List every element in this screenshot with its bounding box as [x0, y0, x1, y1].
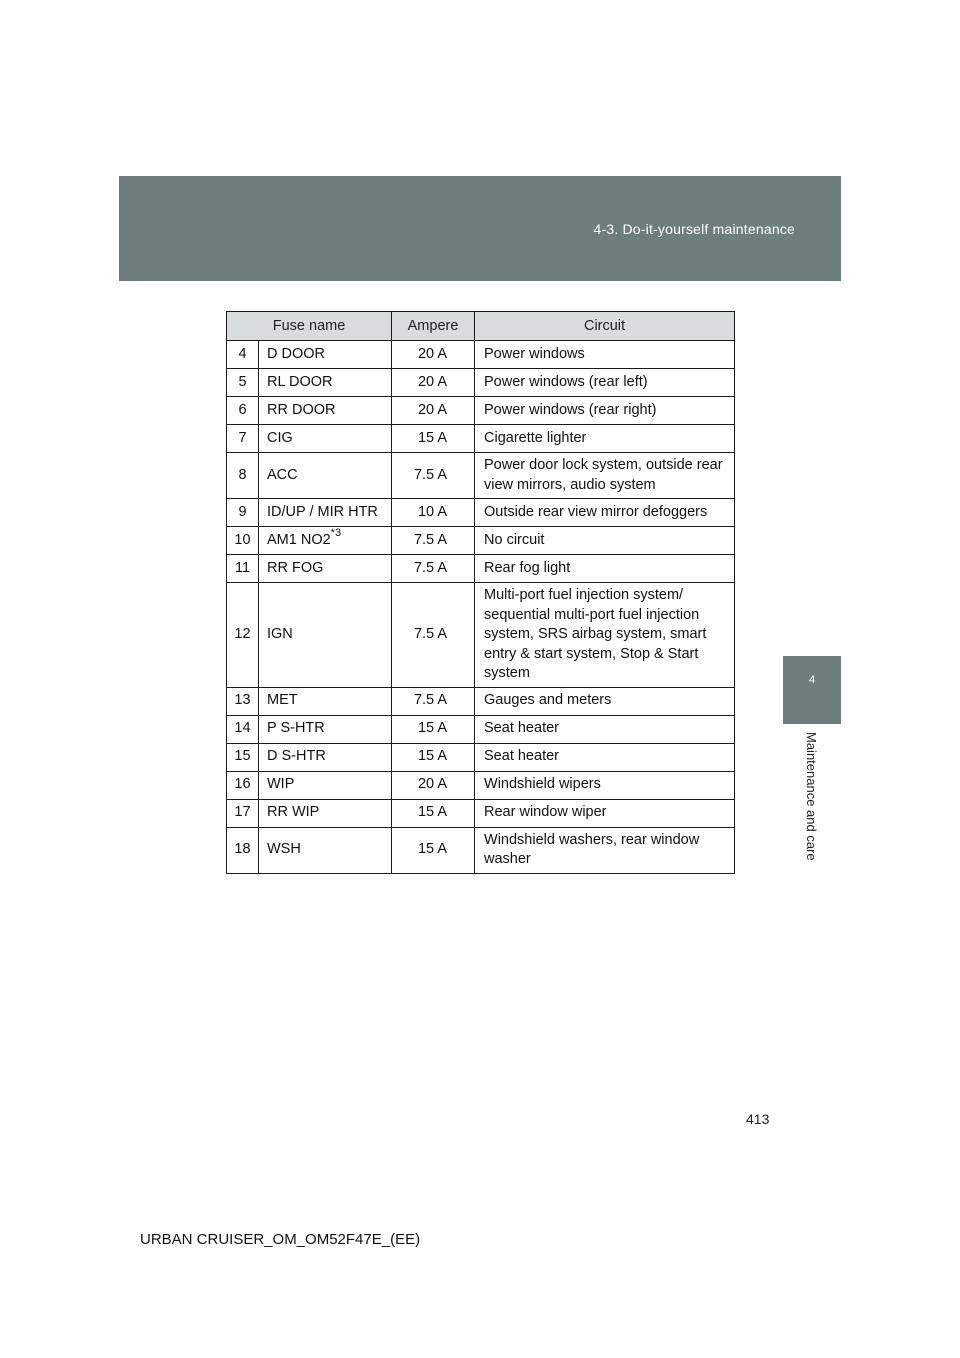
fuse-circuit: Multi-port fuel injection system/ sequential multi-port fuel injection system, SRS airbag system, smart entry & start system, Stop & Start system: [475, 583, 735, 688]
fuse-name: [259, 341, 392, 369]
fuse-name-text: RR FOG: [267, 559, 324, 576]
fuse-ampere: 10 A: [392, 499, 475, 527]
fuse-number: 10: [227, 527, 259, 555]
fuse-ampere: 7.5 A: [392, 687, 475, 715]
chapter-label-vertical: [803, 732, 823, 882]
footnote-marker: *3: [330, 526, 342, 539]
table-row: [227, 771, 735, 799]
fuse-circuit: Windshield washers, rear window washer: [475, 827, 735, 873]
fuse-name: [259, 555, 392, 583]
section-header-band: [119, 176, 841, 281]
fuse-name-text: ID/UP / MIR HTR: [267, 503, 378, 520]
table-row: [227, 799, 735, 827]
fuse-circuit: Outside rear view mirror defoggers: [475, 499, 735, 527]
fuse-circuit: Gauges and meters: [475, 687, 735, 715]
table-row: [227, 743, 735, 771]
table-row: [227, 555, 735, 583]
fuse-table-body: [227, 341, 735, 874]
fuse-name-text: RR WIP: [267, 804, 320, 821]
fuse-circuit: Seat heater: [475, 715, 735, 743]
table-row: [227, 583, 735, 688]
fuse-circuit: Windshield wipers: [475, 771, 735, 799]
fuse-name-text: RR DOOR: [267, 401, 336, 418]
header-fuse-name: Fuse name: [227, 312, 392, 341]
fuse-name-text: ACC: [267, 466, 298, 483]
fuse-table-header-row: [227, 312, 735, 341]
header-circuit: Circuit: [475, 312, 735, 341]
fuse-ampere: 20 A: [392, 397, 475, 425]
fuse-name-text: CIG: [267, 429, 293, 446]
page-number: 413: [746, 1111, 770, 1127]
chapter-label: Maintenance and care: [804, 732, 819, 861]
table-row: [227, 527, 735, 555]
table-row: [227, 341, 735, 369]
fuse-name: [259, 397, 392, 425]
fuse-ampere: 7.5 A: [392, 583, 475, 688]
fuse-name-text: WIP: [267, 776, 295, 793]
fuse-name: [259, 687, 392, 715]
document-id: URBAN CRUISER_OM_OM52F47E_(EE): [140, 1231, 421, 1248]
fuse-name-text: RL DOOR: [267, 373, 333, 390]
fuse-name: [259, 527, 392, 555]
fuse-ampere: 7.5 A: [392, 453, 475, 499]
fuse-number: 5: [227, 369, 259, 397]
fuse-ampere: 7.5 A: [392, 527, 475, 555]
fuse-name: [259, 425, 392, 453]
fuse-number: 17: [227, 799, 259, 827]
table-row: [227, 715, 735, 743]
fuse-circuit: Power door lock system, outside rear view mirrors, audio system: [475, 453, 735, 499]
fuse-number: 13: [227, 687, 259, 715]
fuse-ampere: 15 A: [392, 827, 475, 873]
fuse-number: 14: [227, 715, 259, 743]
fuse-number: 6: [227, 397, 259, 425]
fuse-name: [259, 771, 392, 799]
fuse-circuit: Cigarette lighter: [475, 425, 735, 453]
fuse-ampere: 15 A: [392, 425, 475, 453]
fuse-circuit: No circuit: [475, 527, 735, 555]
fuse-name: [259, 499, 392, 527]
fuse-table: [226, 311, 735, 874]
table-row: [227, 499, 735, 527]
table-row: [227, 827, 735, 873]
fuse-circuit: Power windows (rear right): [475, 397, 735, 425]
fuse-name-text: D DOOR: [267, 345, 325, 362]
fuse-circuit: Power windows (rear left): [475, 369, 735, 397]
table-row: [227, 687, 735, 715]
fuse-ampere: 15 A: [392, 799, 475, 827]
fuse-name-text: WSH: [267, 841, 301, 858]
fuse-ampere: 20 A: [392, 771, 475, 799]
chapter-tab: [783, 656, 841, 724]
fuse-circuit: Seat heater: [475, 743, 735, 771]
table-row: [227, 425, 735, 453]
fuse-name-text: IGN: [267, 626, 293, 642]
fuse-name: [259, 827, 392, 873]
fuse-name-text: P S-HTR: [267, 720, 325, 737]
fuse-number: 4: [227, 341, 259, 369]
fuse-name: [259, 453, 392, 499]
fuse-name: [259, 583, 392, 688]
fuse-ampere: 20 A: [392, 341, 475, 369]
fuse-name-text: AM1 NO2: [267, 531, 331, 548]
table-row: [227, 453, 735, 499]
fuse-number: 7: [227, 425, 259, 453]
table-row: [227, 397, 735, 425]
fuse-number: 9: [227, 499, 259, 527]
fuse-ampere: 20 A: [392, 369, 475, 397]
section-title: 4-3. Do-it-yourself maintenance: [593, 221, 795, 237]
fuse-circuit: Power windows: [475, 341, 735, 369]
fuse-ampere: 15 A: [392, 715, 475, 743]
fuse-ampere: 15 A: [392, 743, 475, 771]
chapter-number: 4: [808, 674, 816, 686]
fuse-number: 15: [227, 743, 259, 771]
fuse-name: [259, 369, 392, 397]
fuse-name: [259, 743, 392, 771]
fuse-name-text: MET: [267, 692, 298, 709]
table-row: [227, 369, 735, 397]
fuse-number: 18: [227, 827, 259, 873]
fuse-name: [259, 715, 392, 743]
header-ampere: Ampere: [392, 312, 475, 341]
fuse-number: 11: [227, 555, 259, 583]
fuse-number: 12: [227, 583, 259, 688]
fuse-number: 16: [227, 771, 259, 799]
fuse-number: 8: [227, 453, 259, 499]
fuse-circuit: Rear fog light: [475, 555, 735, 583]
fuse-name-text: D S-HTR: [267, 748, 326, 765]
fuse-name: [259, 799, 392, 827]
fuse-circuit: Rear window wiper: [475, 799, 735, 827]
fuse-ampere: 7.5 A: [392, 555, 475, 583]
